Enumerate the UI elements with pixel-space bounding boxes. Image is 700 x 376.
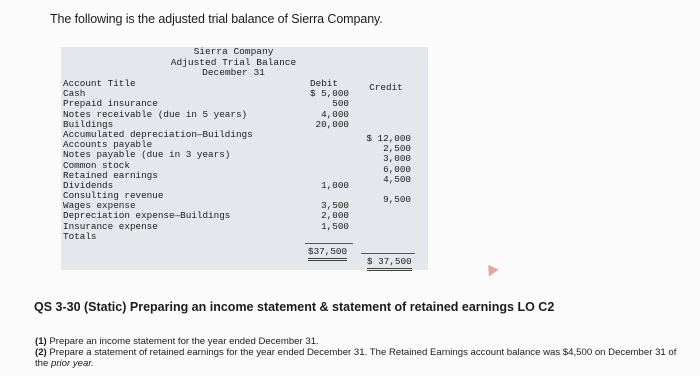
- credit-value: [361, 226, 411, 236]
- account-name: Insurance expense: [63, 220, 158, 232]
- question-title: QS 3-30 (Static) Preparing an income statement & statement of retained earnings LO C2: [34, 300, 555, 314]
- account-name: Cash: [63, 88, 86, 100]
- account-name: Depreciation expense—Buildings: [63, 210, 231, 222]
- account-name: Accounts payable: [63, 139, 153, 151]
- statement-title: Adjusted Trial Balance: [170, 56, 297, 68]
- credit-header: Credit: [369, 82, 403, 93]
- mouse-pointer-icon: [483, 261, 499, 276]
- total-credit-value: $ 37,500: [367, 256, 412, 271]
- credit-value: $ 12,000: [366, 132, 411, 144]
- credit-value: 6,000: [383, 163, 411, 175]
- debit-value: 4,000: [321, 108, 349, 120]
- account-name: Consulting revenue: [63, 190, 164, 202]
- credit-value: [361, 93, 411, 103]
- company-name: Sierra Company: [193, 46, 274, 57]
- account-name: Prepaid insurance: [63, 98, 158, 110]
- credit-value: [361, 103, 411, 113]
- requirement-2-number: (2): [35, 347, 47, 358]
- trial-balance-panel: [61, 47, 428, 270]
- total-debit: [308, 246, 347, 257]
- debit-column: [299, 79, 349, 232]
- requirement-2: [35, 348, 685, 369]
- debit-total-rule: [305, 243, 353, 244]
- requirement-2-italic: prior year.: [51, 357, 94, 369]
- account-name: Dividends: [63, 179, 114, 191]
- statement-date: December 31: [202, 67, 265, 78]
- requirement-1-text: Prepare an income statement for the year ended December 31.: [49, 336, 319, 347]
- requirement-1-number: (1): [35, 336, 47, 347]
- credit-value: 9,500: [383, 194, 411, 206]
- requirement-2-text: Prepare a statement of retained earnings for the year ended December 31. The Retained Earnings account balance was $4,500 on December 31 of the: [35, 347, 677, 369]
- credit-value: [361, 215, 411, 225]
- account-title-header: Account Title: [63, 78, 136, 89]
- account-name: Retained earnings: [63, 169, 158, 181]
- account-name: Wages expense: [63, 200, 136, 212]
- debit-value: 1,500: [321, 220, 349, 232]
- debit-value: 2,000: [321, 210, 349, 222]
- credit-value: 3,000: [383, 153, 411, 165]
- debit-value: [299, 150, 349, 160]
- credit-total-rule: [361, 253, 415, 254]
- account-name: Buildings: [63, 118, 114, 130]
- account-name: Common stock: [63, 159, 130, 171]
- totals-label: Totals: [63, 230, 97, 242]
- total-credit: [367, 256, 412, 267]
- debit-value: [299, 130, 349, 140]
- credit-value: [361, 205, 411, 215]
- account-name: Accumulated depreciation—Buildings: [63, 128, 253, 140]
- requirement-1: [35, 337, 685, 348]
- debit-value: 500: [332, 98, 349, 110]
- debit-value: 1,000: [321, 179, 349, 191]
- credit-value: [361, 114, 411, 124]
- debit-header: Debit: [310, 78, 338, 89]
- debit-value: 20,000: [315, 118, 349, 130]
- account-name: Notes receivable (due in 5 years): [63, 108, 248, 120]
- account-names: [63, 79, 253, 242]
- debit-value: 3,500: [321, 200, 349, 212]
- credit-column: [361, 79, 411, 236]
- statement-heading: [61, 47, 406, 79]
- problem-intro: The following is the adjusted trial balance of Sierra Company.: [50, 12, 383, 26]
- debit-value: [299, 140, 349, 150]
- debit-value: [299, 161, 349, 171]
- debit-value: $ 5,000: [309, 88, 349, 100]
- credit-value: 2,500: [383, 143, 411, 155]
- total-debit-value: $37,500: [308, 246, 347, 261]
- account-name: Notes payable (due in 3 years): [63, 149, 231, 161]
- credit-value: 4,500: [383, 173, 411, 185]
